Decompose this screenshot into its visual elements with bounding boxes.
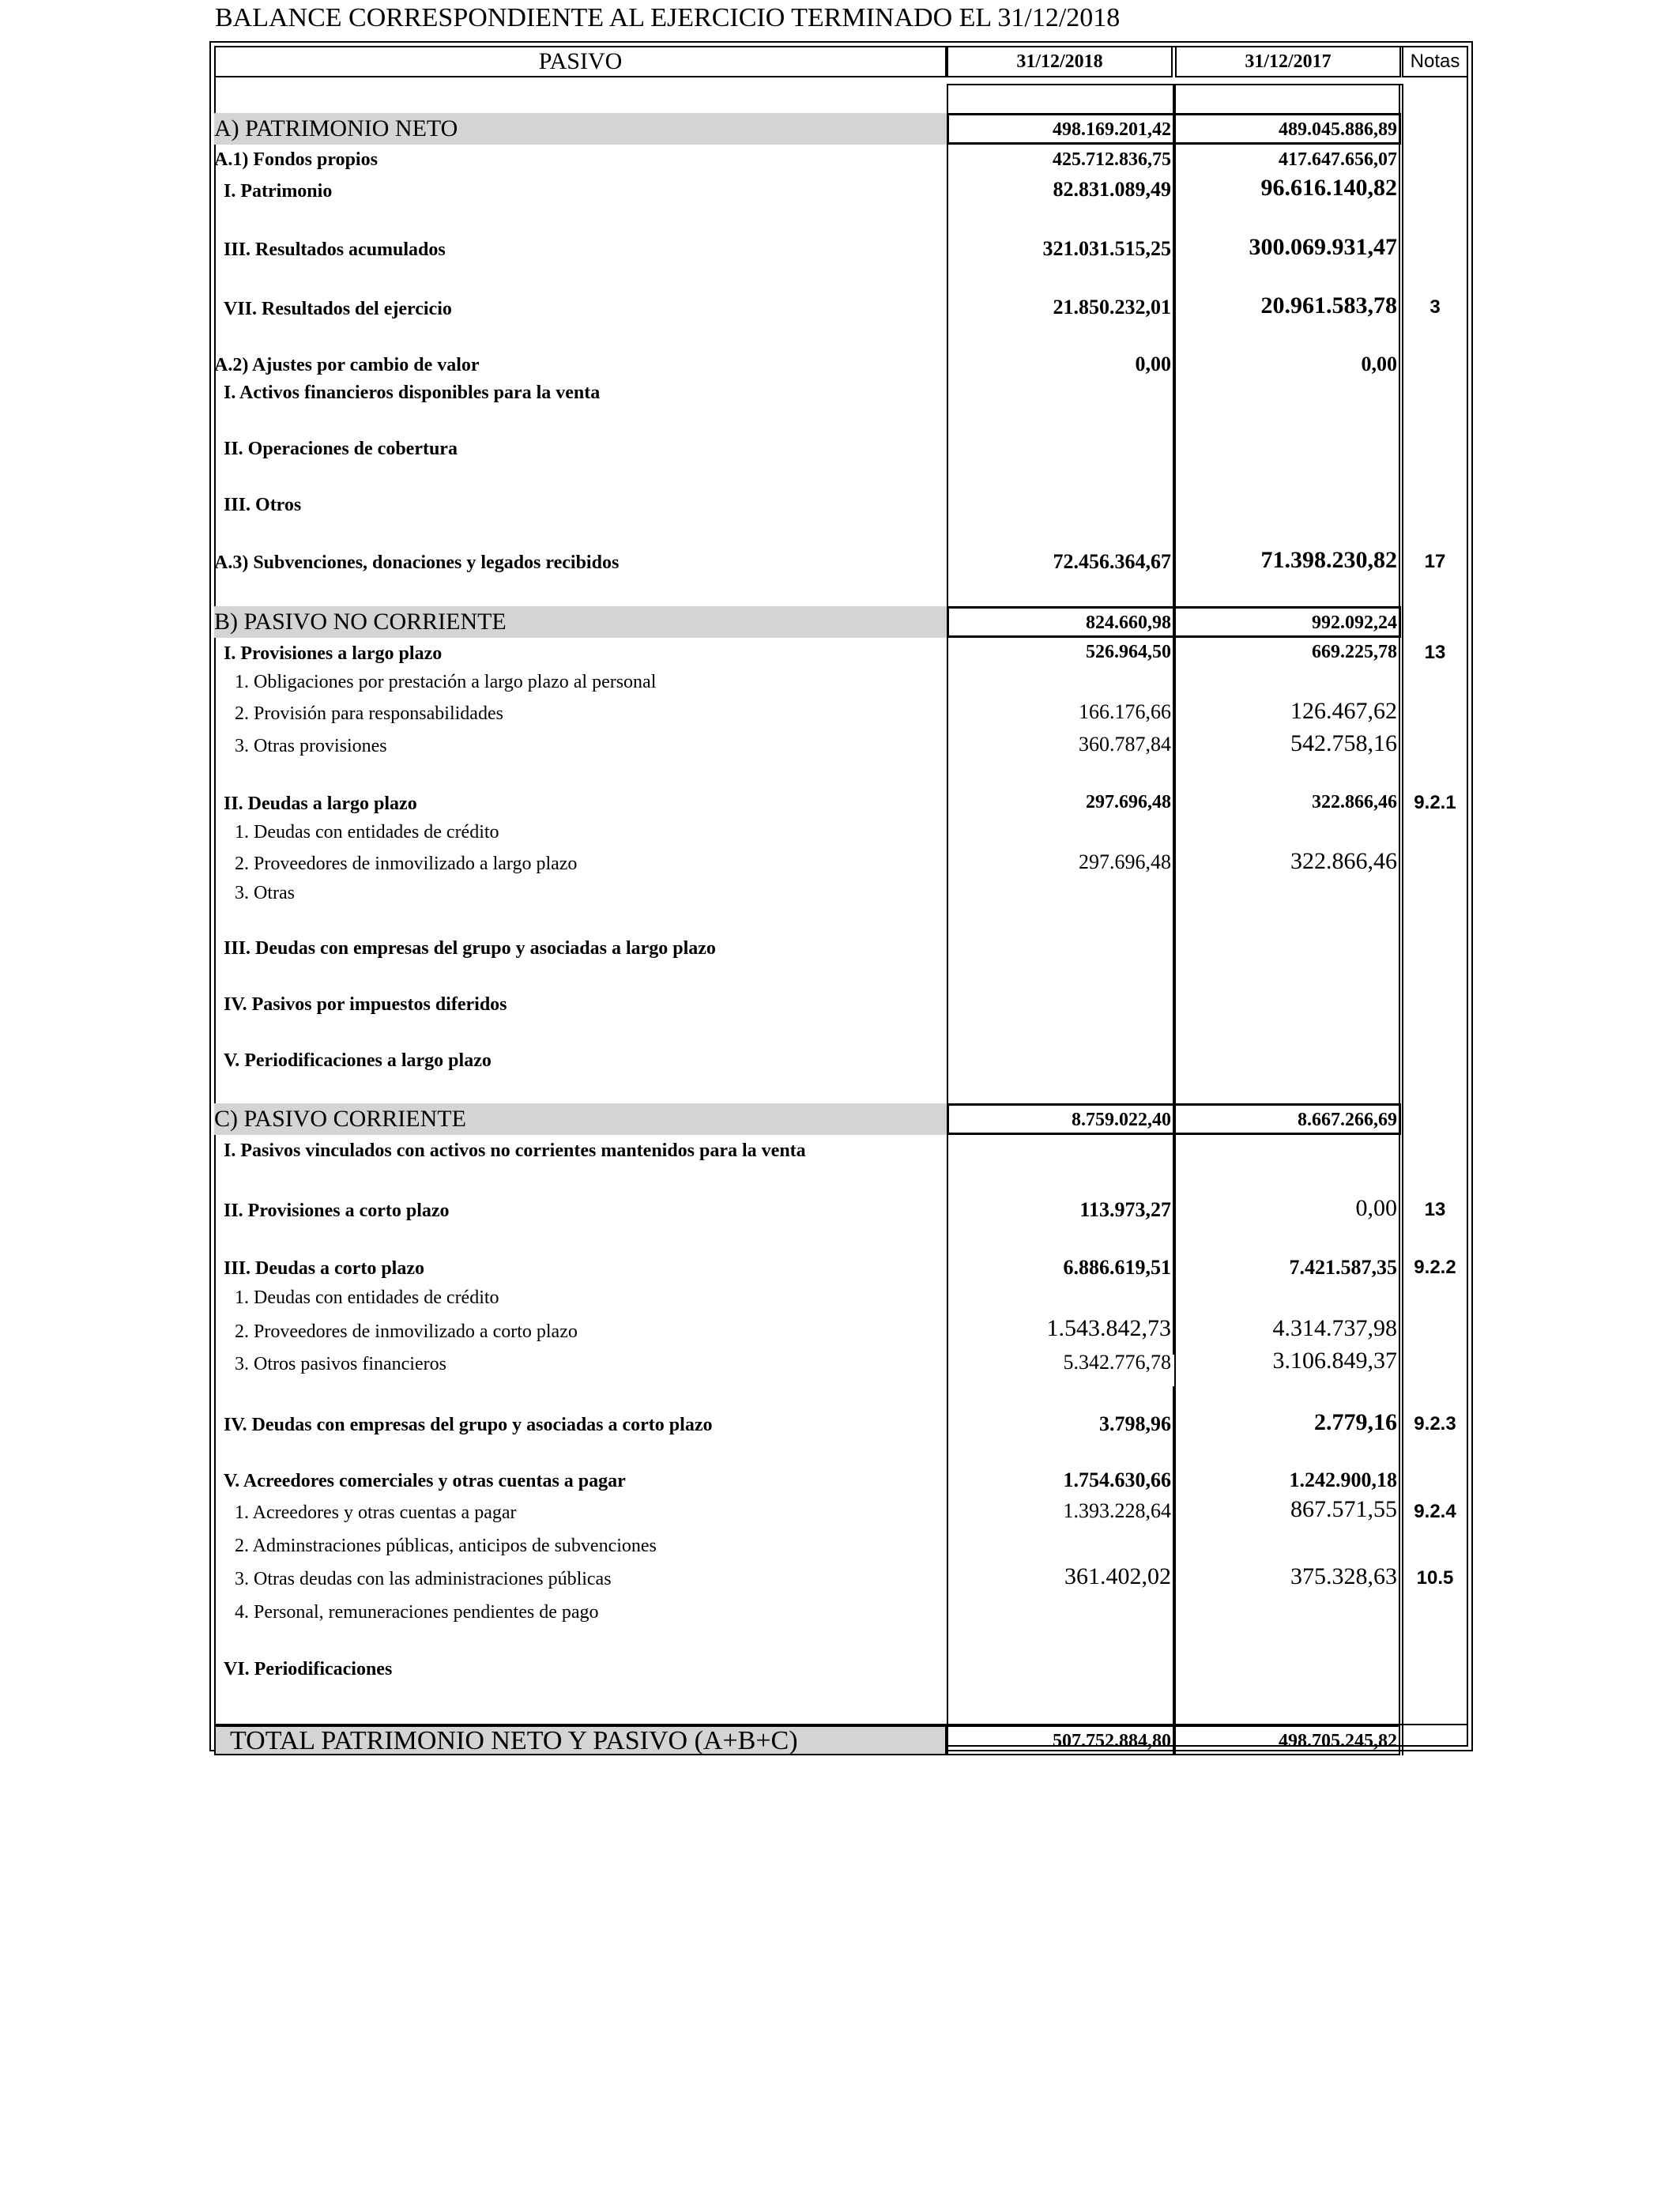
row-label: A.3) Subvenciones, donaciones y legados recibidos (214, 552, 620, 573)
row-label: I. Patrimonio (224, 181, 333, 202)
row-value-2018: 1.754.630,66 (1063, 1468, 1171, 1491)
row-value-2017: 126.467,62 (1290, 698, 1397, 724)
row-value-2018: 498.169.201,42 (1053, 119, 1171, 140)
balance-table (209, 41, 1473, 1755)
row-value-2017: 8.667.266,69 (1298, 1110, 1397, 1130)
row-value-2017: 0,00 (1355, 1195, 1397, 1221)
row-value-2017: 375.328,63 (1290, 1563, 1397, 1589)
row-label: I. Provisiones a largo plazo (224, 643, 443, 664)
header-col-2017: 31/12/2017 (1175, 46, 1401, 77)
row-value-2017: 992.092,24 (1312, 613, 1397, 633)
row-value-2018: 113.973,27 (1079, 1198, 1171, 1221)
row-note: 13 (1424, 1199, 1446, 1220)
row-label: III. Resultados acumulados (224, 239, 446, 260)
row-label: 1. Obligaciones por prestación a largo plazo al personal (235, 672, 657, 692)
row-value-2018: 1.393.228,64 (1063, 1499, 1171, 1522)
total-label: TOTAL PATRIMONIO NETO Y PASIVO (A+B+C) (230, 1726, 798, 1755)
row-label: I. Activos financieros disponibles para la venta (224, 383, 601, 403)
row-value-2018: 72.456.364,67 (1053, 550, 1171, 573)
row-label: VII. Resultados del ejercicio (224, 299, 452, 319)
row-label: 2. Proveedores de inmovilizado a corto plazo (235, 1321, 578, 1342)
row-value-2018: 82.831.089,49 (1053, 178, 1171, 201)
row-label: 1. Acreedores y otras cuentas a pagar (235, 1502, 517, 1523)
row-label: I. Pasivos vinculados con activos no corrientes mantenidos para la venta (224, 1140, 806, 1161)
row-label: V. Acreedores comerciales y otras cuentas a pagar (224, 1471, 626, 1491)
row-value-2017: 96.616.140,82 (1260, 175, 1397, 201)
total-value-2017: 498.705.245,82 (1279, 1731, 1397, 1751)
row-label: III. Otros (224, 495, 302, 515)
row-value-2017: 322.866,46 (1290, 848, 1397, 874)
header-under-line (947, 84, 1402, 85)
row-label: III. Deudas con empresas del grupo y asociadas a largo plazo (224, 938, 716, 959)
row-value-2018: 1.543.842,73 (1046, 1315, 1171, 1341)
row-label: III. Deudas a corto plazo (224, 1258, 425, 1279)
row-label: 3. Otras (235, 883, 295, 903)
row-value-2018: 297.696,48 (1086, 792, 1171, 812)
row-value-2018: 361.402,02 (1064, 1563, 1171, 1589)
row-value-2017: 1.242.900,18 (1289, 1468, 1397, 1491)
row-note: 9.2.2 (1414, 1257, 1456, 1278)
row-value-2018: 166.176,66 (1079, 700, 1171, 723)
row-label: 1. Deudas con entidades de crédito (235, 1287, 499, 1308)
row-label: A) PATRIMONIO NETO (214, 115, 458, 141)
row-note: 10.5 (1416, 1567, 1454, 1589)
row-value-2018: 6.886.619,51 (1063, 1256, 1171, 1279)
row-label: II. Provisiones a corto plazo (224, 1201, 450, 1221)
row-value-2017: 71.398.230,82 (1260, 547, 1397, 573)
row-value-2017: 20.961.583,78 (1260, 292, 1397, 319)
row-value-2017: 867.571,55 (1290, 1496, 1397, 1522)
row-label: VI. Periodificaciones (224, 1659, 393, 1679)
row-value-2018: 21.850.232,01 (1053, 296, 1171, 319)
row-label: 1. Deudas con entidades de crédito (235, 822, 499, 843)
row-label: II. Deudas a largo plazo (224, 794, 417, 814)
row-label: IV. Pasivos por impuestos diferidos (224, 994, 507, 1015)
row-label: 3. Otras deudas con las administraciones públicas (235, 1569, 612, 1589)
row-label: 4. Personal, remuneraciones pendientes de pago (235, 1602, 599, 1623)
col-divider-4 (1399, 84, 1400, 1755)
row-note: 3 (1430, 296, 1441, 318)
row-value-2018: 321.031.515,25 (1042, 237, 1171, 260)
row-label: A.2) Ajustes por cambio de valor (214, 355, 480, 375)
header-col-2018: 31/12/2018 (947, 46, 1173, 77)
row-value-2017: 669.225,78 (1312, 642, 1397, 662)
row-label: 2. Proveedores de inmovilizado a largo plazo (235, 854, 578, 874)
row-label: 3. Otros pasivos financieros (235, 1354, 446, 1374)
row-label: 2. Provisión para responsabilidades (235, 703, 503, 724)
row-value-2017: 322.866,46 (1312, 792, 1397, 812)
row-value-2017: 489.045.886,89 (1279, 119, 1397, 140)
row-note: 9.2.3 (1414, 1413, 1456, 1434)
row-value-2017: 0,00 (1361, 352, 1397, 375)
header-pasivo: PASIVO (214, 46, 947, 77)
row-value-2017: 417.647.656,07 (1279, 149, 1397, 170)
row-value-2017: 300.069.931,47 (1249, 234, 1397, 260)
row-label: V. Periodificaciones a largo plazo (224, 1050, 492, 1071)
row-value-2018: 3.798,96 (1099, 1412, 1171, 1435)
row-label: 2. Adminstraciones públicas, anticipos de subvenciones (235, 1536, 657, 1556)
row-value-2017: 542.758,16 (1290, 730, 1397, 756)
row-label: B) PASIVO NO CORRIENTE (214, 609, 507, 635)
row-note: 13 (1424, 642, 1446, 663)
row-label: IV. Deudas con empresas del grupo y asociadas a corto plazo (224, 1415, 713, 1435)
row-value-2017: 4.314.737,98 (1272, 1315, 1397, 1341)
row-value-2017: 3.106.849,37 (1272, 1348, 1397, 1374)
row-value-2018: 425.712.836,75 (1053, 149, 1171, 170)
row-label: 3. Otras provisiones (235, 736, 387, 756)
row-label: C) PASIVO CORRIENTE (214, 1106, 466, 1132)
row-value-2017: 2.779,16 (1314, 1409, 1397, 1435)
row-note: 9.2.1 (1414, 792, 1456, 813)
document-title: BALANCE CORRESPONDIENTE AL EJERCICIO TERMINADO EL 31/12/2018 (215, 3, 1121, 32)
row-value-2018: 360.787,84 (1079, 733, 1171, 756)
row-note: 17 (1424, 551, 1446, 572)
row-value-2018: 297.696,48 (1079, 850, 1171, 873)
row-value-2018: 0,00 (1135, 352, 1171, 375)
header-notas: Notas (1402, 46, 1468, 77)
total-value-2018: 507.752.884,80 (1053, 1731, 1171, 1751)
row-value-2018: 8.759.022,40 (1072, 1110, 1171, 1130)
row-value-2018: 5.342.776,78 (1063, 1351, 1171, 1374)
row-label: II. Operaciones de cobertura (224, 439, 458, 459)
row-value-2018: 526.964,50 (1086, 642, 1171, 662)
row-note: 9.2.4 (1414, 1501, 1456, 1522)
row-value-2017: 7.421.587,35 (1289, 1256, 1397, 1279)
row-label: A.1) Fondos propios (214, 149, 378, 170)
row-value-2018: 824.660,98 (1086, 613, 1171, 633)
